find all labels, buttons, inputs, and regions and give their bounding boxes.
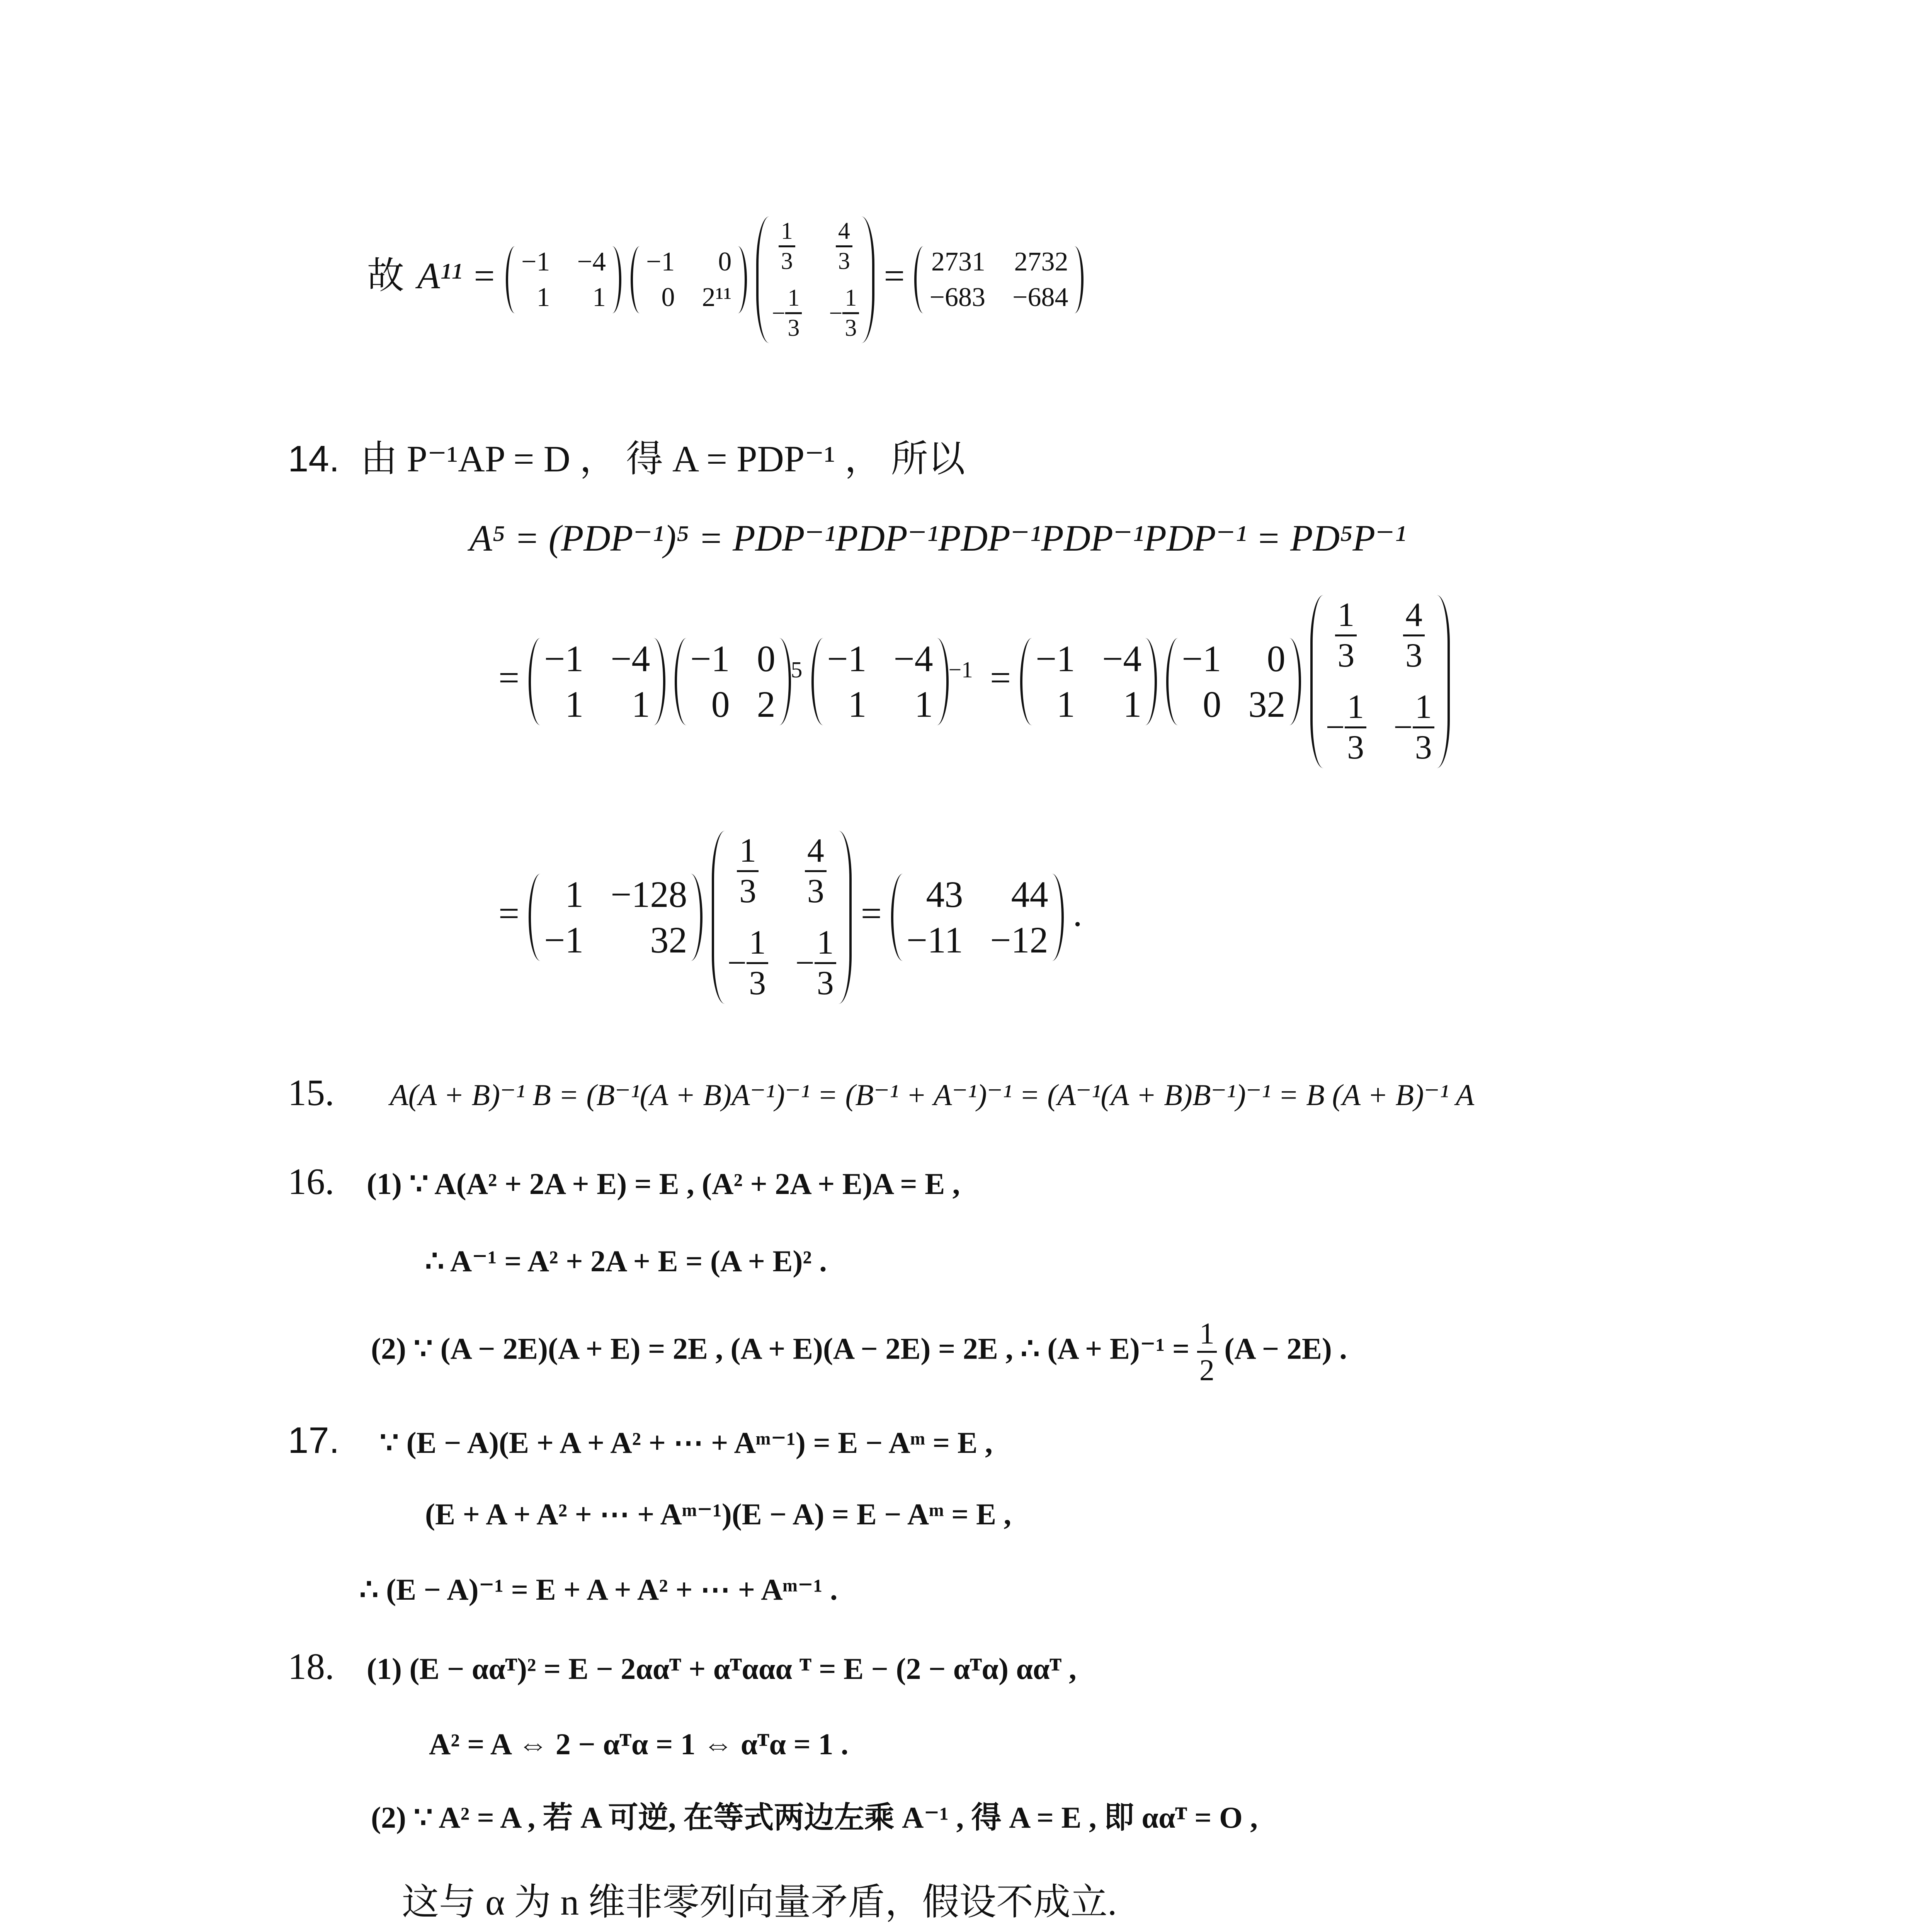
math: = (884, 255, 905, 297)
line-14b: A⁵ = (PDP⁻¹)⁵ = PDP⁻¹PDP⁻¹PDP⁻¹PDP⁻¹PDP⁻¹ = PD⁵P⁻¹ (469, 517, 1406, 559)
problem-number: 16. (288, 1161, 334, 1202)
matrix: −1 −4 1 1 (506, 246, 621, 313)
matrix: $\frac{1}{3}$ $\frac{4}{3}$ − $\frac{1}{3}$ − $\frac{1}{3}$ (756, 216, 874, 343)
line-14 (288, 440, 965, 478)
matrix: −1 −4 1 1 (529, 638, 665, 725)
line-14c: = −1 −4 1 1 −1 0 0 2 $^5$ −1 −4 1 1 $^{-1}$ = −1 −4 1 1 −1 0 0 32 $\frac{1}{3}$ $\frac{4}{3}$ − $\frac{1}{3}$ − $\frac{1}{3}$ (498, 595, 1450, 768)
matrix: −1 0 0 2 (675, 638, 791, 725)
matrix: −1 0 0 32 (1166, 638, 1301, 725)
matrix: 1 −128 −1 32 (529, 874, 703, 961)
matrix: $\frac{1}{3}$ $\frac{4}{3}$ − $\frac{1}{3}$ − $\frac{1}{3}$ (1310, 595, 1450, 768)
problem-number: 18. (288, 1646, 334, 1687)
math: A(A + B)⁻¹ B = (B⁻¹(A + B)A⁻¹)⁻¹ = (B⁻¹ + A⁻¹)⁻¹ = (A⁻¹(A + B)B⁻¹)⁻¹ = B (A + B)⁻¹ A (390, 1078, 1475, 1112)
math: (1) (E − ααᵀ)² = E − 2ααᵀ + αᵀααα ᵀ = E − (2 − αᵀα) ααᵀ , (367, 1652, 1077, 1685)
math: A¹¹ = (417, 255, 497, 297)
line-18b: A² = A ⇔ 2 − αᵀα = 1 ⇔ αᵀα = 1 . (429, 1727, 849, 1761)
line-16c: (2) ∵ (A − 2E)(A + E) = 2E , (A + E)(A − 2E) = 2E , ∴ (A + E)⁻¹ = $\frac{1}{2}$ (A − 2E) . (371, 1316, 1347, 1387)
problem-number: 17. (288, 1420, 340, 1461)
matrix: −1 −4 1 1 (811, 638, 948, 725)
line-18c: (2) ∵ A² = A , 若 A 可逆, 在等式两边左乘 A⁻¹ , 得 A = E , 即 ααᵀ = O , (371, 1801, 1258, 1834)
matrix: 43 44 −11 −12 (891, 874, 1064, 961)
line-14d: = 1 −128 −1 32 $\frac{1}{3}$ $\frac{4}{3}$ − $\frac{1}{3}$ − $\frac{1}{3}$ = 43 44 −11 −12 . (498, 831, 1082, 1004)
matrix: $\frac{1}{3}$ $\frac{4}{3}$ − $\frac{1}{3}$ − $\frac{1}{3}$ (712, 831, 851, 1004)
line-15 (288, 1074, 1474, 1111)
matrix: −1 −4 1 1 (1020, 638, 1157, 725)
line-17c: ∴ (E − A)⁻¹ = E + A + A² + ⋯ + Aᵐ⁻¹ . (359, 1573, 838, 1606)
line-18a (288, 1648, 1077, 1685)
line-17b: (E + A + A² + ⋯ + Aᵐ⁻¹)(E − A) = E − Aᵐ = E , (425, 1497, 1012, 1531)
math: ∵ (E − A)(E + A + A² + ⋯ + Aᵐ⁻¹) = E − Aᵐ = E , (379, 1426, 993, 1459)
matrix: −1 0 0 2¹¹ (631, 246, 747, 313)
matrix: 2731 2732 −683 −684 (914, 246, 1084, 313)
line-13-result (367, 216, 1084, 343)
text: 由 P⁻¹AP = D ， 得 A = PDP⁻¹ ， 所以 (360, 438, 965, 480)
line-16a (288, 1163, 960, 1200)
text: 故 (367, 255, 404, 297)
problem-number: 15. (288, 1072, 334, 1113)
line-17a (288, 1422, 993, 1459)
math: (1) ∵ A(A² + 2A + E) = E , (A² + 2A + E)A = E , (367, 1167, 960, 1201)
line-18d: 这与 α 为 n 维非零列向量矛盾，假设不成立. (402, 1881, 1117, 1923)
line-16b: ∴ A⁻¹ = A² + 2A + E = (A + E)² . (425, 1244, 827, 1278)
problem-number: 14. (288, 438, 340, 480)
